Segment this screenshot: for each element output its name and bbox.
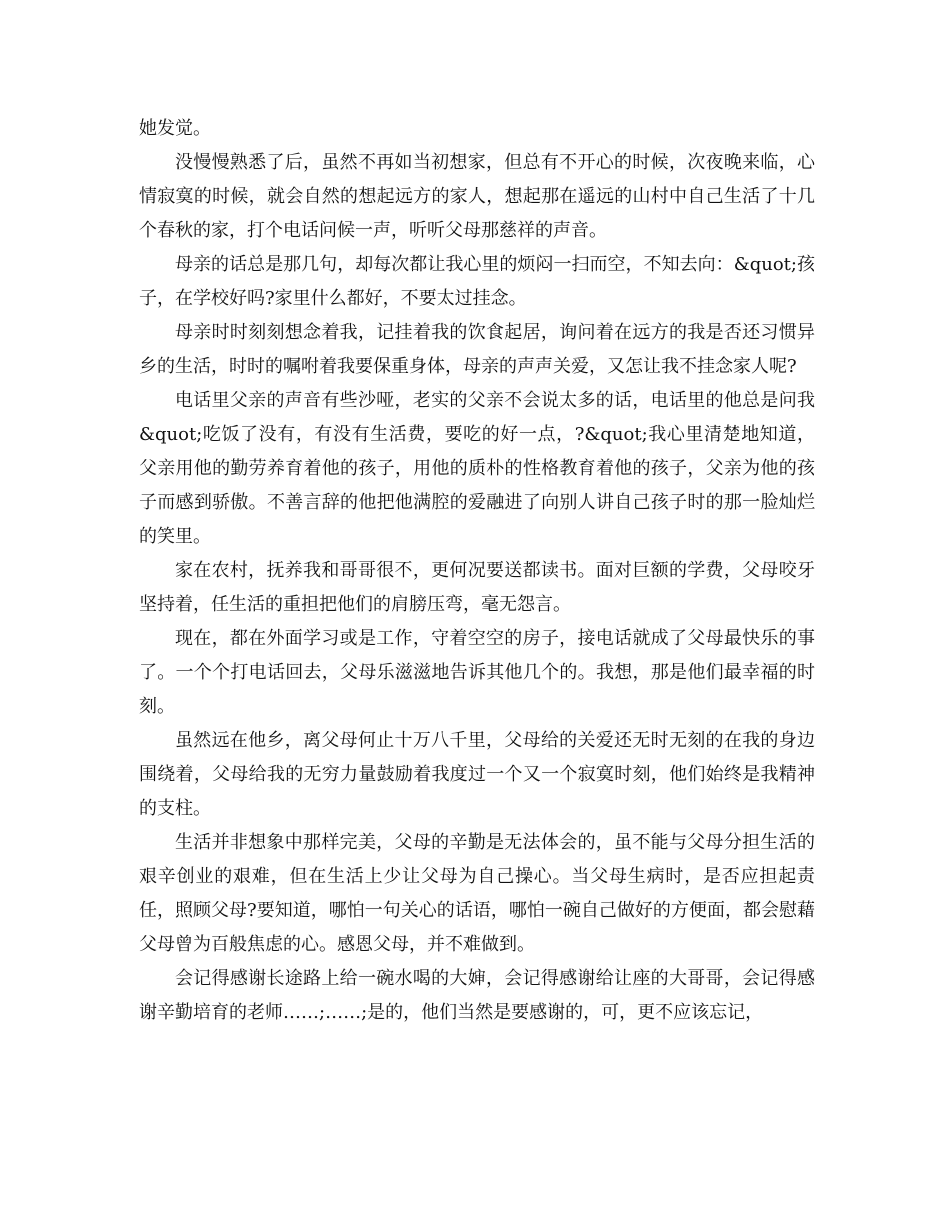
paragraph: 家在农村，抚养我和哥哥很不，更何况要送都读书。面对巨额的学费，父母咬牙坚持着，任生活的重担把他们的肩膀压弯，毫无怨言。 — [139, 560, 815, 615]
document-body — [139, 112, 815, 1030]
paragraph: 电话里父亲的声音有些沙哑，老实的父亲不会说太多的话，电话里的他总是问我&quot;吃饭了没有，有没有生活费，要吃的好一点，?&quot;我心里清楚地知道，父亲用他的勤劳养育着他的孩子，用他的质朴的性格教育着他的孩子，父亲为他的孩子而感到骄傲。不善言辞的他把他满腔的爱融进了向别人讲自己孩子时的那一脸灿烂的笑里。 — [139, 390, 815, 547]
paragraph: 没慢慢熟悉了后，虽然不再如当初想家，但总有不开心的时候，次夜晚来临，心情寂寞的时候，就会自然的想起远方的家人，想起那在遥远的山村中自己生活了十几个春秋的家，打个电话问候一声，听听父母那慈祥的声音。 — [139, 152, 815, 241]
paragraph: 母亲时时刻刻想念着我，记挂着我的饮食起居，询问着在远方的我是否还习惯异乡的生活，时时的嘱咐着我要保重身体，母亲的声声关爱，又怎让我不挂念家人呢? — [139, 322, 815, 377]
paragraph: 会记得感谢长途路上给一碗水喝的大婶，会记得感谢给让座的大哥哥，会记得感谢辛勤培育的老师……;……;是的，他们当然是要感谢的，可，更不应该忘记， — [139, 968, 815, 1023]
paragraph: 母亲的话总是那几句，却每次都让我心里的烦闷一扫而空，不知去向：&quot;孩子，在学校好吗?家里什么都好，不要太过挂念。 — [139, 254, 815, 309]
paragraph: 生活并非想象中那样完美，父母的辛勤是无法体会的，虽不能与父母分担生活的艰辛创业的艰难，但在生活上少让父母为自己操心。当父母生病时，是否应担起责任，照顾父母?要知道，哪怕一句关心的话语，哪怕一碗自己做好的方便面，都会慰藉父母曾为百般焦虑的心。感恩父母，并不难做到。 — [139, 832, 815, 955]
paragraph: 她发觉。 — [139, 118, 211, 139]
paragraph: 虽然远在他乡，离父母何止十万八千里，父母给的关爱还无时无刻的在我的身边围绕着，父母给我的无穷力量鼓励着我度过一个又一个寂寞时刻，他们始终是我精神的支柱。 — [139, 730, 815, 819]
paragraph: 现在，都在外面学习或是工作，守着空空的房子，接电话就成了父母最快乐的事了。一个个打电话回去，父母乐滋滋地告诉其他几个的。我想，那是他们最幸福的时刻。 — [139, 628, 815, 717]
